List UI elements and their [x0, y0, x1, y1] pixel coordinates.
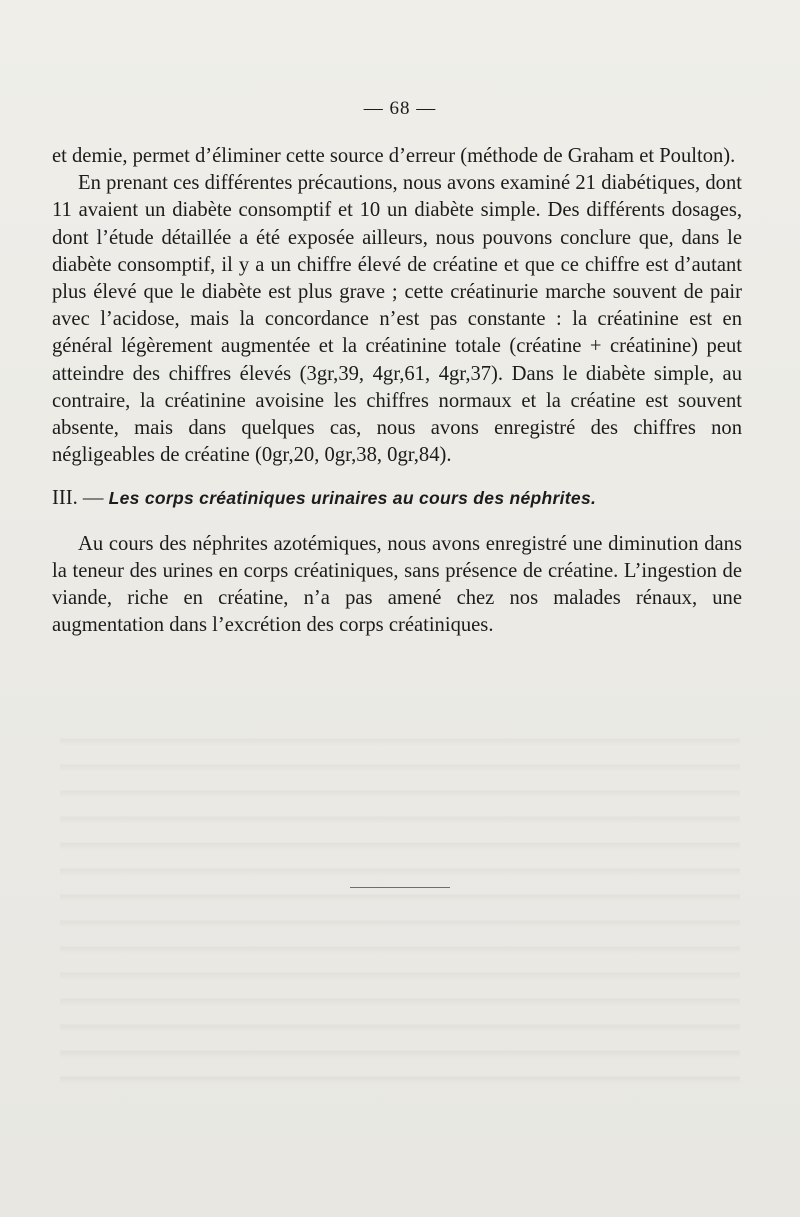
bleed-through-shadow: [60, 720, 740, 1100]
page-number: — 68 —: [363, 98, 437, 119]
paragraph-diabetics: En prenant ces différentes précautions, nous avons examiné 21 diabétiques, dont 11 avaient un diabète consomptif et 10 un diabète simple. Des différents dosages, dont l’étude détaillée a été exposée ailleurs, nous pouvons conclure que, dans le diabète consomptif, il y a un chiffre élevé de créatine et que ce chiffre est d’autant plus élevé que le diabète est plus grave ; cette créatinurie marche souvent de pair avec l’acidose, mais la concordance n’est pas constante : la créatinine est en général légèrement augmentée et la créatinine totale (créatine + créatinine) peut atteindre des chiffres élevés (3gr,39, 4gr,61, 4gr,37). Dans le diabète simple, au contraire, la créatinine avoisine les chiffres normaux et la créatine est souvent absente, mais dans quelques cas, nous avons enregistré des chiffres non négligeables de créatine (0gr,20, 0gr,38, 0gr,84).: [52, 172, 742, 467]
section-heading: [52, 485, 742, 512]
section-number: III. —: [52, 487, 109, 510]
paragraph-nephritis: Au cours des néphrites azotémiques, nous avons enregistré une diminution dans la teneur des urines en corps créatiniques, sans présence de créatine. L’ingestion de viande, riche en créatine, n’a pas amené chez nos malades rénaux, une augmentation dans l’excrétion des corps créatiniques.: [52, 532, 742, 637]
section-end-rule: [350, 887, 450, 888]
paragraph-continuation: et demie, permet d’éliminer cette source d’erreur (méthode de Graham et Poulton).: [52, 145, 736, 167]
body-text: [52, 143, 742, 639]
section-title: Les corps créatiniques urinaires au cours des néphrites.: [108, 488, 597, 509]
